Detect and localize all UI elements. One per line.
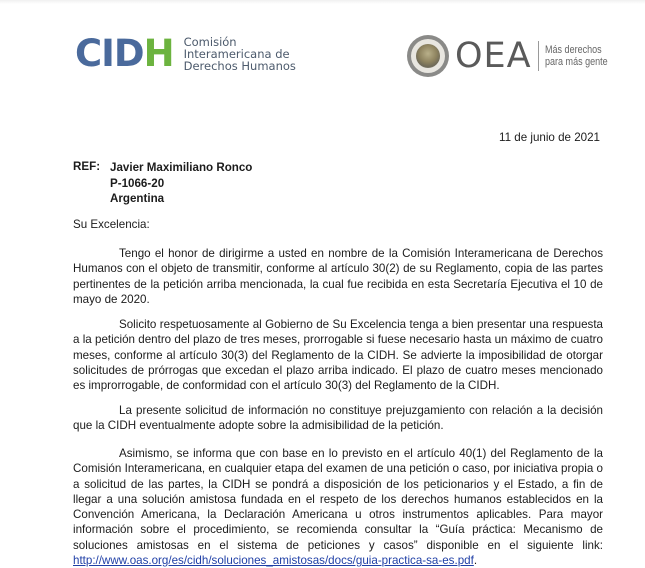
oea-logo [407, 34, 621, 78]
paragraph-text: Solicito respetuosamente al Gobierno de Su Excelencia tenga a bien presentar una respuesta a la petición dentro del plazo de tres meses, prorrogable si fuese necesario hasta un máximo de cuatro meses, conforme al artículo 30(3) del Reglamento de la CIDH. Se advierte la imposibilidad de otorgar solicitudes de prórrogas que excedan el plazo arriba indicado. El plazo de cuatro meses mencionado es improrrogable, de conformidad con el artículo 30(3) del Reglamento de la CIDH. [73, 318, 603, 393]
cidh-logo-mark-green: H [143, 32, 174, 75]
oea-tagline [545, 44, 608, 68]
cidh-logo-mark-blue: CID [75, 32, 144, 75]
oea-logo-mark: OEA [455, 36, 532, 76]
oas-seal-icon [407, 35, 449, 77]
paragraph-3 [73, 403, 603, 434]
cidh-logo-mark [75, 34, 174, 74]
paragraph-text: Asimismo, se informa que con base en lo previsto en el artículo 40(1) del Reglamento de la Comisión Interamericana, en cualquier etapa del examen de una petición o caso, por iniciativa propia o a solicitud de las partes, la CIDH se pondrá a disposición de los peticionarios y el Estado, a fin de llegar a una solución amistosa fundada en el respeto de los derechos humanos establecidos en la Convención Americana, la Declaración Americana u otros instrumentos aplicables. Para mayor información sobre el procedimiento, se recomienda consultar la “Guía práctica: Mecanismo de soluciones amistosas en el sistema de peticiones y casos” disponible en el siguiente link: [73, 447, 603, 552]
cidh-logo [75, 34, 296, 74]
salutation: Su Excelencia: [73, 218, 150, 231]
oea-logo-divider [538, 41, 539, 71]
top-shadow [0, 0, 645, 4]
ref-petition-number: P-1066-20 [110, 176, 165, 190]
link-trailing-period: . [473, 554, 478, 568]
letter-date: 11 de junio de 2021 [499, 131, 600, 144]
paragraph-2 [73, 317, 603, 393]
cidh-logo-text [184, 36, 296, 72]
ref-name: Javier Maximiliano Ronco [110, 161, 253, 174]
cidh-logo-line: Interamericana de [183, 47, 290, 61]
ref-label: REF: [73, 160, 101, 173]
guide-link[interactable]: http://www.oas.org/es/cidh/soluciones_amistosas/docs/guia-practica-sa-es.pdf [73, 554, 474, 568]
oea-tagline-line: para más gente [544, 56, 608, 68]
paragraph-text: La presente solicitud de información no constituye prejuzgamiento con relación a la decisión que la CIDH eventualmente adopte sobre la admisibilidad de la petición. [73, 404, 603, 433]
cidh-logo-line: Derechos Humanos [183, 59, 296, 73]
paragraph-text: Tengo el honor de dirigirme a usted en nombre de la Comisión Interamericana de Derechos Humanos con el objeto de transmitir, conforme al artículo 30(2) de su Reglamento, copia de las partes pertinentes de la petición arriba mencionada, la cual fue recibida en esta Secretaría Ejecutiva el 10 de mayo de 2020. [73, 247, 603, 306]
paragraph-4 [73, 446, 603, 568]
ref-block [110, 160, 252, 207]
paragraph-1 [73, 246, 603, 307]
cidh-logo-line: Comisión [183, 35, 237, 49]
oea-tagline-line: Más derechos [544, 44, 602, 56]
ref-country: Argentina [110, 192, 165, 205]
